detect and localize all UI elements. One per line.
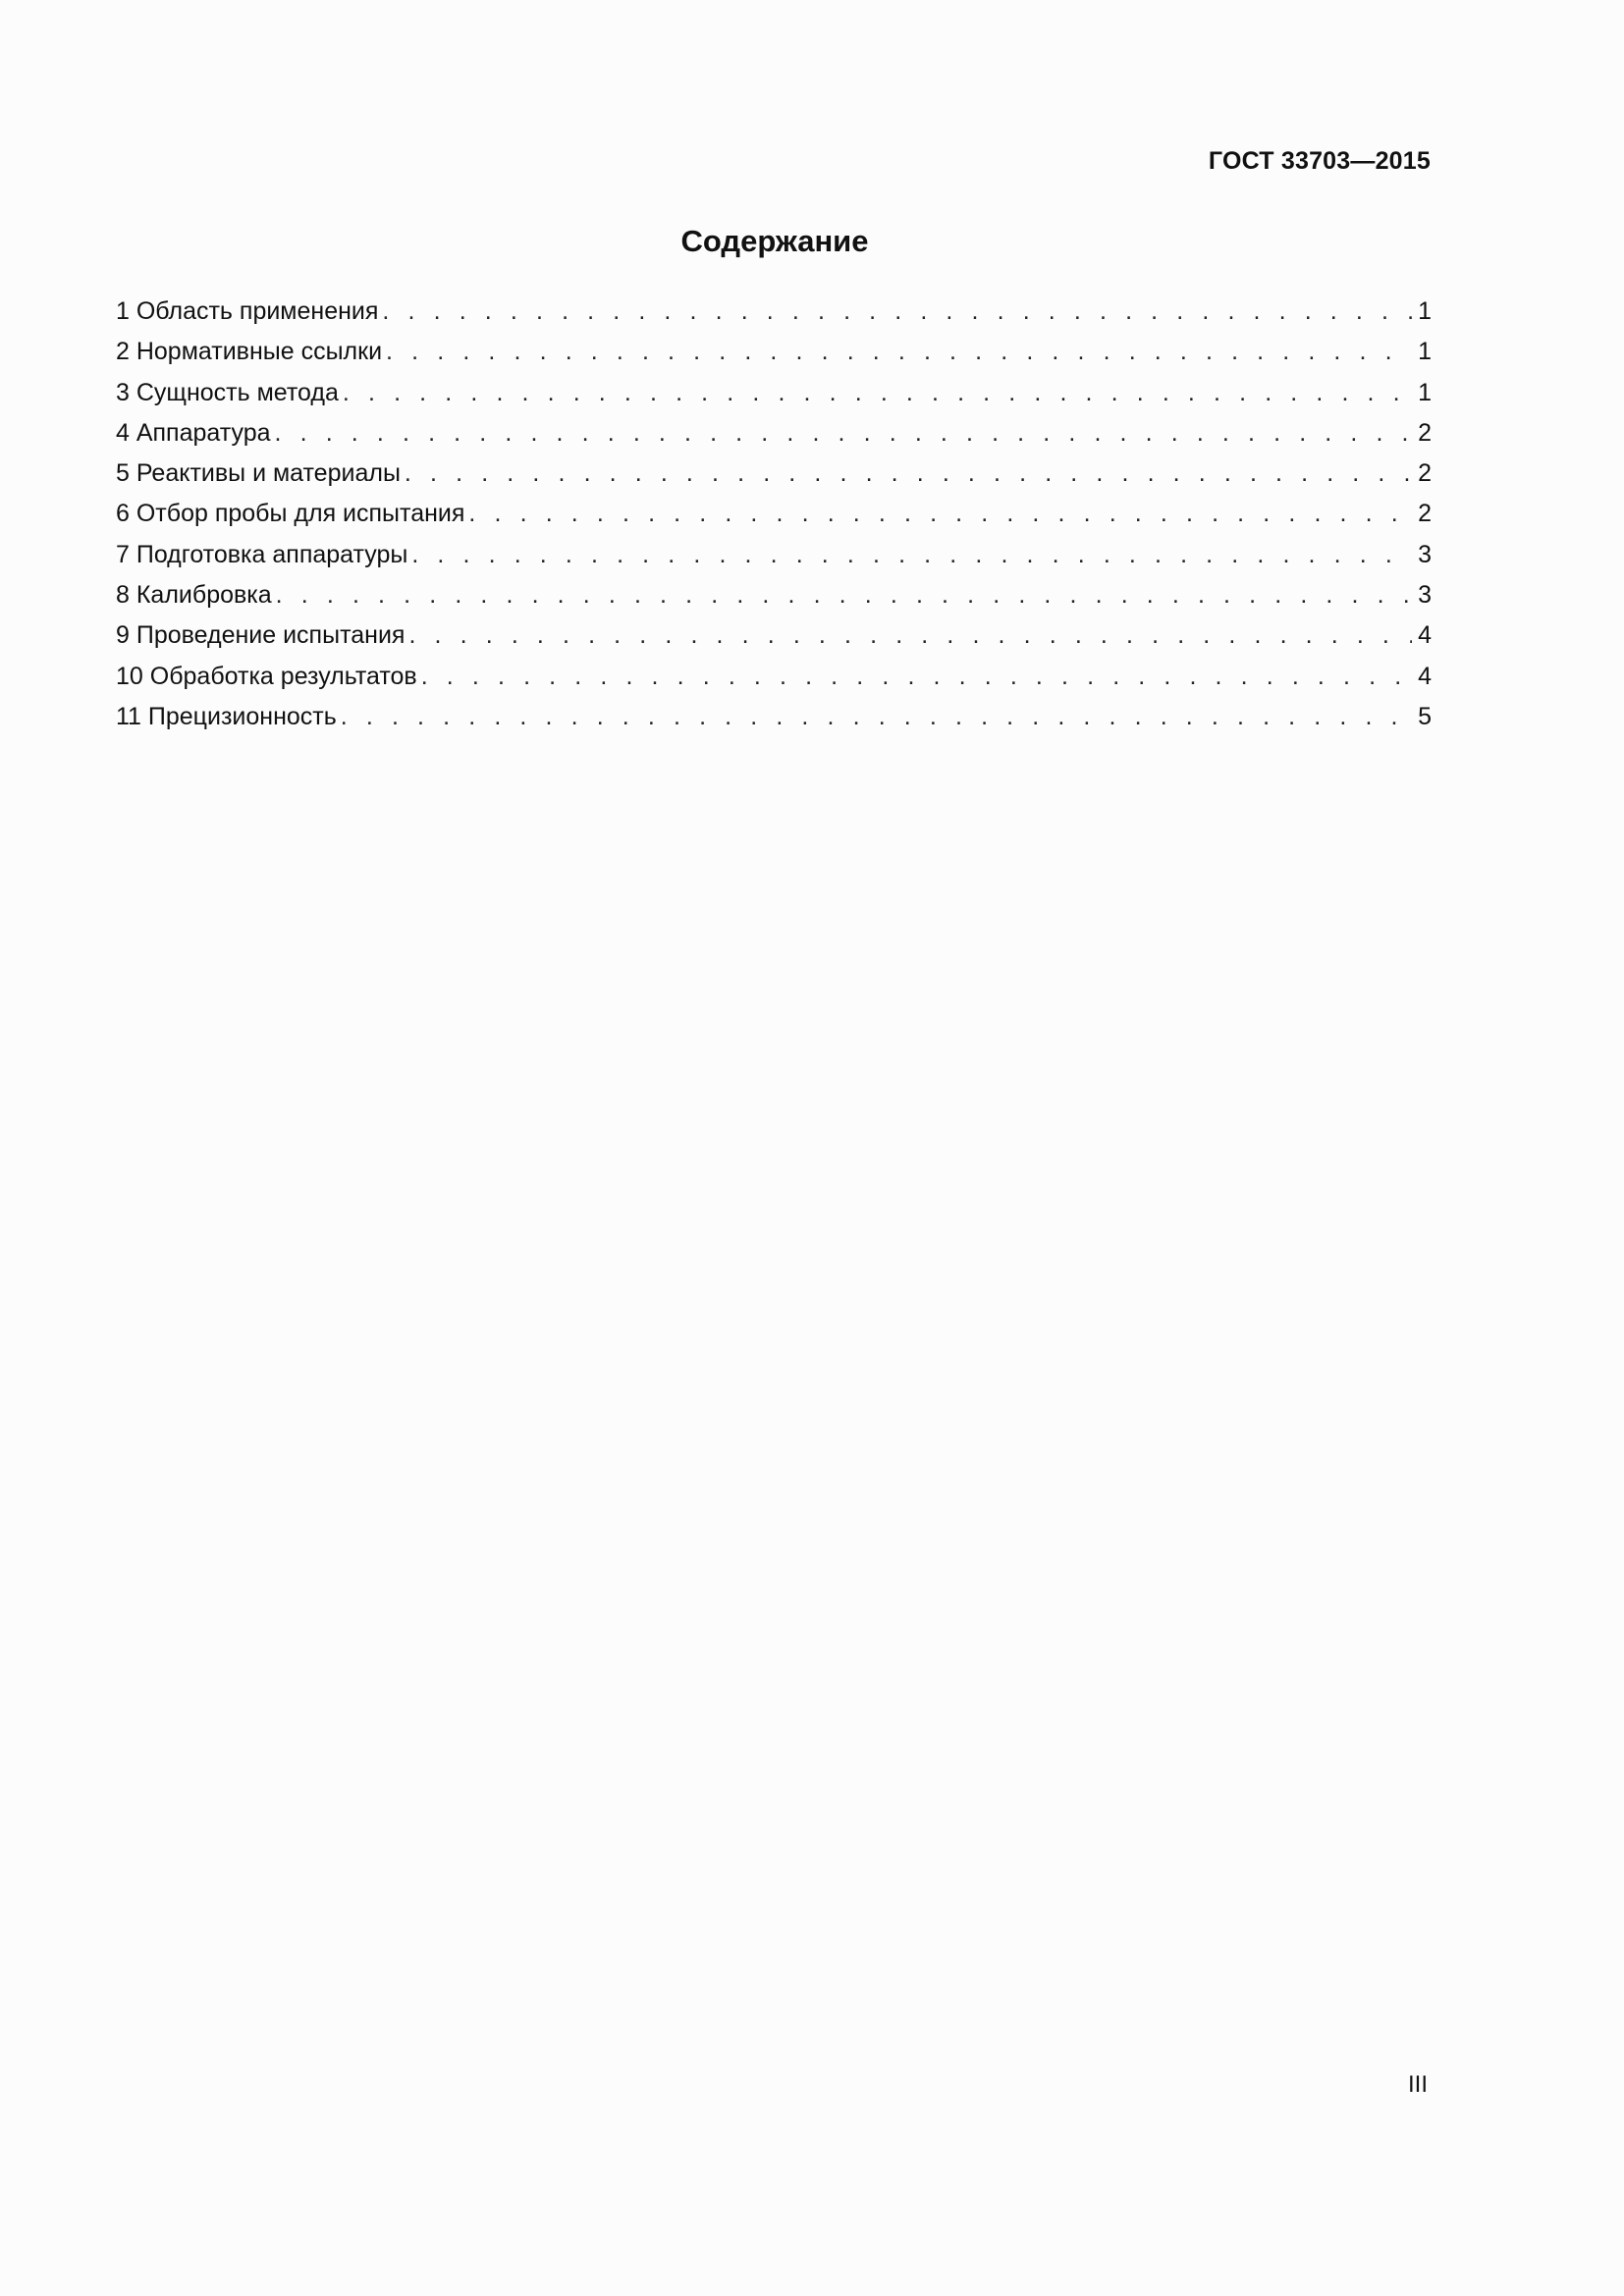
toc-entry-label: 1 Область применения [116,297,379,325]
toc-entry-label: 5 Реактивы и материалы [116,459,401,488]
toc-entry-page: 4 [1418,662,1432,690]
toc-entry-label: 7 Подготовка аппаратуры [116,540,408,568]
toc-entry [116,575,1432,615]
toc-entry [116,494,1432,534]
toc-dot-leader [275,413,1412,454]
toc-entry-page: 5 [1418,702,1432,730]
toc-entry-page: 3 [1418,540,1432,568]
toc-entry [116,332,1432,372]
toc-entry-label: 8 Калибровка [116,581,272,610]
toc-entry-page: 1 [1418,297,1432,325]
toc-entry-label: 9 Проведение испытания [116,621,406,650]
toc-entry-page: 1 [1418,338,1432,366]
toc-title: Содержание [680,224,869,258]
table-of-contents [116,292,1432,737]
toc-dot-leader [341,697,1412,737]
document-code: ГОСТ 33703—2015 [1208,147,1431,175]
page-number: III [1407,2071,1428,2098]
toc-entry-page: 2 [1418,418,1432,447]
toc-entry [116,535,1432,575]
toc-entry-label: 4 Аппаратура [116,418,271,447]
toc-dot-leader [276,575,1412,615]
toc-dot-leader [468,494,1412,534]
toc-dot-leader [421,657,1412,697]
toc-entry-label: 10 Обработка результатов [116,662,417,690]
toc-entry-page: 1 [1418,378,1432,406]
toc-entry-label: 6 Отбор пробы для испытания [116,500,465,528]
toc-entry-page: 2 [1418,459,1432,488]
toc-dot-leader [405,454,1412,494]
toc-entry [116,292,1432,332]
toc-entry-label: 3 Сущность метода [116,378,339,406]
toc-entry-page: 4 [1418,621,1432,650]
toc-entry [116,615,1432,656]
toc-entry [116,697,1432,737]
toc-dot-leader [386,332,1412,372]
toc-dot-leader [382,292,1412,332]
toc-entry [116,373,1432,413]
toc-entry [116,657,1432,697]
toc-entry-label: 11 Прецизионность [116,702,337,730]
toc-entry [116,454,1432,494]
toc-dot-leader [411,535,1412,575]
toc-entry-label: 2 Нормативные ссылки [116,338,383,366]
toc-dot-leader [343,373,1412,413]
toc-entry-page: 2 [1418,500,1432,528]
toc-dot-leader [408,615,1412,656]
toc-entry-page: 3 [1418,581,1432,610]
toc-entry [116,413,1432,454]
